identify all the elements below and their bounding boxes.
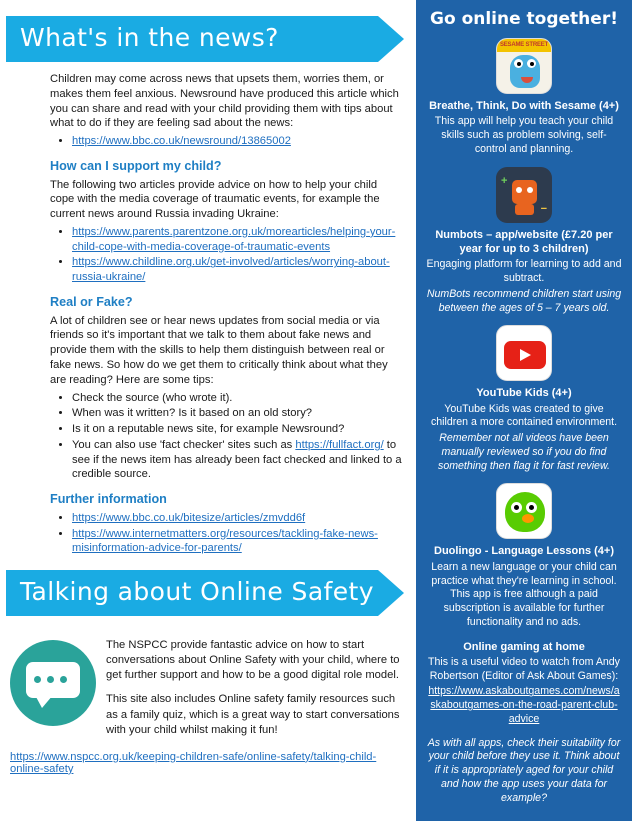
banner-arrow (378, 570, 404, 616)
news-intro-text: Children may come across news that upsets them, worries them, or makes them feel anxious. Newsround have produced this article which you can share and read with your child providing them with tips about what to do if they are feeling sad about the news: (50, 73, 399, 130)
bubble-dots (34, 676, 67, 683)
speech-bubble-icon (10, 640, 96, 726)
list-item: • When was it written? Is it based on an old story? (72, 406, 402, 421)
real-or-fake-heading: Real or Fake? (50, 294, 133, 309)
app-desc-numbots: Engaging platform for learning to add and subtract. (426, 258, 622, 285)
newsround-link[interactable]: https://www.bbc.co.uk/newsround/13865002 (72, 135, 291, 148)
sesame-street-icon (496, 38, 552, 94)
owl-shape (505, 492, 545, 532)
app-desc-sesame: This app will help you teach your child skills such as problem solving, self-control and planning. (434, 115, 614, 155)
nspcc-section (0, 626, 416, 747)
nspcc-text (106, 634, 402, 747)
internetmatters-link[interactable]: https://www.internetmatters.org/resources/tackling-fake-news-misinformation-advice-for-parents/ (72, 527, 378, 555)
banner-arrow (378, 16, 404, 62)
factchecker-text-post: to see if the news item has already been fact checked and linked to a credible source. (72, 438, 402, 481)
plus-glyph: + (501, 174, 508, 187)
list-item (72, 511, 402, 526)
monster-shape (510, 55, 540, 88)
youtube-kids-icon (496, 325, 552, 381)
app-block-duolingo (426, 483, 622, 629)
app-name-sesame: Breathe, Think, Do with Sesame (4+) (429, 100, 619, 113)
duolingo-icon (496, 483, 552, 539)
robot-body-shape (515, 204, 534, 215)
nspcc-link-wrap (0, 747, 416, 775)
bitesize-link[interactable]: https://www.bbc.co.uk/bitesize/articles/zmvdd6f (72, 511, 306, 524)
app-block-sesame (426, 38, 622, 157)
list-item: • Is it on a reputable news site, for example Newsround? (72, 422, 402, 437)
left-content (0, 72, 416, 556)
parentzone-link[interactable]: https://www.parents.parentzone.org.uk/morearticles/helping-your-child-cope-with-media-coverage-of-traumatic-events (72, 225, 396, 253)
gaming-section (426, 640, 622, 727)
robot-head-shape (512, 180, 537, 204)
app-block-youtube-kids (426, 325, 622, 473)
fullfact-link[interactable]: https://fullfact.org/ (295, 438, 384, 451)
banner-news-title: What's in the news? (20, 23, 279, 52)
app-name-youtube-kids: YouTube Kids (4+) (476, 387, 572, 400)
support-link-list (50, 225, 402, 285)
sidebar-title: Go online together! (430, 9, 618, 29)
list-item (72, 134, 402, 149)
support-heading: How can I support my child? (50, 158, 222, 173)
nspcc-paragraph-2: This site also includes Online safety family resources such as a family quiz, which is a great way to start conversations with your child whilst making it fun! (106, 693, 400, 736)
list-item-factchecker (72, 438, 402, 482)
right-sidebar (416, 0, 632, 821)
further-link-list (50, 511, 402, 556)
support-text: The following two articles provide advice on how to help your child cope with the media coverage of traumatic events, for example the current news around Russia invading Ukraine: (50, 178, 380, 221)
further-info-heading: Further information (50, 492, 167, 507)
nspcc-paragraph-1: The NSPCC provide fantastic advice on how to start conversations about Online Safety with your child, where to get further support and how to be a good digital role model. (106, 639, 400, 682)
list-item (72, 255, 402, 285)
list-item (72, 225, 402, 255)
childline-link[interactable]: https://www.childline.org.uk/get-involved/articles/worrying-about-russia-ukraine/ (72, 256, 390, 284)
numbots-icon (496, 167, 552, 223)
nspcc-link[interactable]: https://www.nspcc.org.uk/keeping-children-safe/online-safety/talking-child-online-safety (10, 750, 377, 775)
minus-glyph: − (540, 203, 547, 216)
askaboutgames-link[interactable]: https://www.askaboutgames.com/news/askaboutgames-on-the-road-parent-club-advice (428, 685, 620, 725)
gaming-heading: Online gaming at home (463, 640, 585, 653)
news-intro-link-list (50, 134, 402, 149)
list-item (72, 527, 402, 557)
app-desc-duolingo: Learn a new language or your child can practice what they're learning in school. This app is free although a paid subscription is available for further functionality and no ads. (431, 560, 617, 628)
tips-list (50, 391, 402, 483)
banner-online-safety (6, 570, 406, 616)
list-item: • Check the source (who wrote it). (72, 391, 402, 406)
app-block-numbots (426, 167, 622, 316)
youtube-play-shape (504, 341, 546, 369)
factchecker-text-pre: You can also use 'fact checker' sites such as (72, 438, 296, 451)
app-desc-youtube-kids: YouTube Kids was created to give children a more contained environment. (430, 402, 618, 429)
app-desc-numbots-italic: NumBots recommend children start using between the ages of 5 – 7 years old. (426, 287, 622, 314)
app-name-numbots: Numbots – app/website (£7.20 per year for up to 3 children) (435, 228, 613, 255)
banner-online-safety-title: Talking about Online Safety (20, 577, 374, 607)
banner-news (6, 16, 406, 62)
real-or-fake-text: A lot of children see or hear news updates from social media or via friends so it's important that we talk to them about fake news and provide them with the skills to help them distinguish between real or fake news. So how do we get them to critically think about what they are reading? Here are some tips: (50, 314, 388, 386)
gaming-text: This is a useful video to watch from Andy Robertson (Editor of Ask About Games): (428, 655, 620, 682)
app-name-duolingo: Duolingo - Language Lessons (4+) (434, 545, 614, 558)
footer-note: As with all apps, check their suitability for your child before they use it. Think about if it is appropriately aged for your child and how the app uses your data for example? (427, 736, 621, 804)
sesame-band-label: SESAME STREET (497, 39, 551, 52)
app-desc-youtube-kids-italic: Remember not all videos have been manually reviewed so if you do find something then flag it for fast review. (438, 432, 610, 472)
